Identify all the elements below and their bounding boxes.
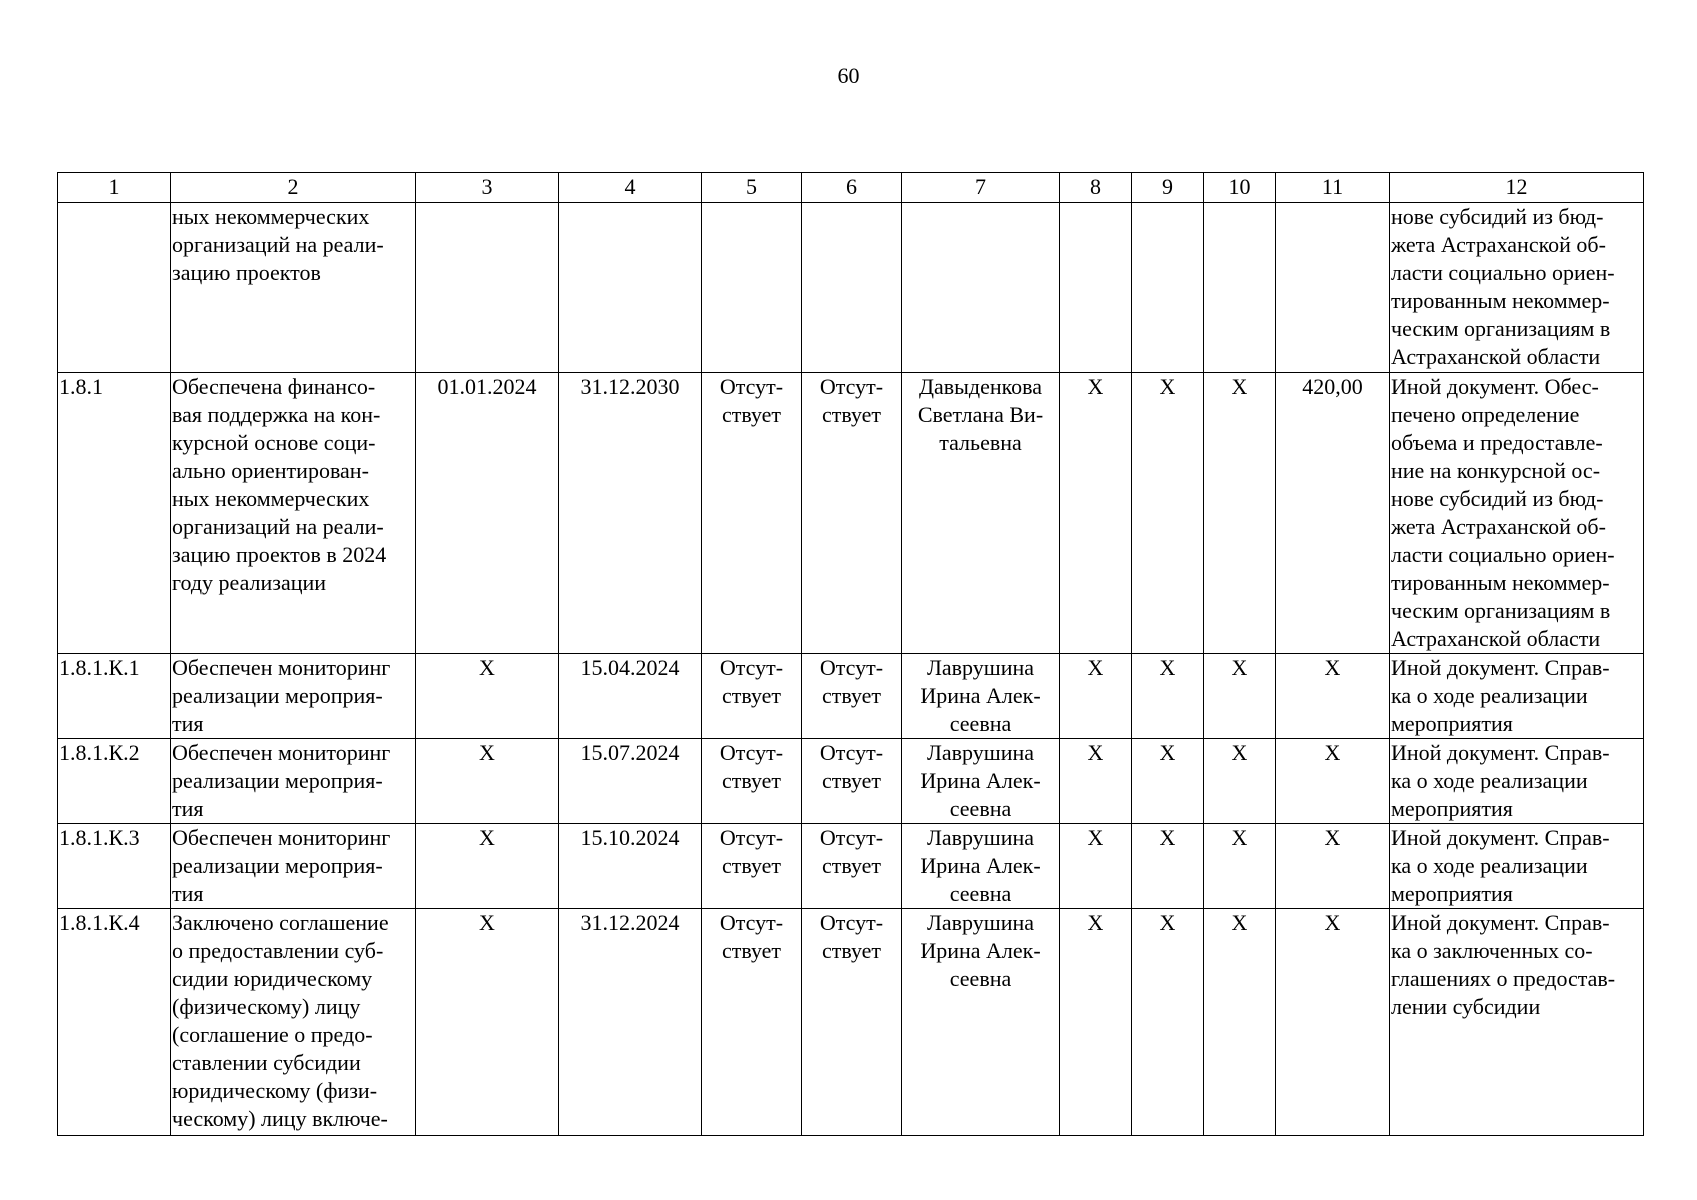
row-number-cell: 1.8.1.К.3 [58,824,171,909]
row-number-cell [58,203,171,373]
header-cell: 12 [1390,173,1644,203]
result-name-cell: Заключено соглашение о предоставлении суб- сидии юридическому (физическому) лицу (соглашение о предо- ставлении субсидии юридическому (физи- ческому) лицу включе- [171,909,416,1136]
col5-cell: Отсут- ствует [702,373,802,654]
end-date-cell: 15.10.2024 [559,824,702,909]
col8-cell: X [1060,739,1132,824]
document-cell: Иной документ. Справ- ка о ходе реализации мероприятия [1390,654,1644,739]
col5-cell: Отсут- ствует [702,909,802,1136]
document-cell: Иной документ. Справ- ка о ходе реализации мероприятия [1390,824,1644,909]
amount-cell: 420,00 [1276,373,1390,654]
col8-cell [1060,203,1132,373]
col9-cell [1132,203,1204,373]
row-number-cell: 1.8.1.К.2 [58,739,171,824]
col10-cell: X [1204,909,1276,1136]
col10-cell: X [1204,824,1276,909]
amount-cell [1276,203,1390,373]
page-number: 60 [837,63,860,88]
col5-cell: Отсут- ствует [702,824,802,909]
table-row [58,739,1644,824]
table-row [58,203,1644,373]
header-cell: 3 [416,173,559,203]
col8-cell: X [1060,824,1132,909]
col6-cell: Отсут- ствует [802,654,902,739]
header-cell: 1 [58,173,171,203]
result-name-cell: Обеспечен мониторинг реализации мероприя- тия [171,824,416,909]
table-row [58,824,1644,909]
table-row [58,373,1644,654]
header-cell: 8 [1060,173,1132,203]
table-row [58,654,1644,739]
amount-cell: X [1276,909,1390,1136]
responsible-cell: Лаврушина Ирина Алек- сеевна [902,739,1060,824]
start-date-cell: 01.01.2024 [416,373,559,654]
header-cell: 10 [1204,173,1276,203]
result-name-cell: ных некоммерческих организаций на реали- зацию проектов [171,203,416,373]
col9-cell: X [1132,909,1204,1136]
end-date-cell: 31.12.2030 [559,373,702,654]
col6-cell: Отсут- ствует [802,824,902,909]
end-date-cell: 15.07.2024 [559,739,702,824]
amount-cell: X [1276,654,1390,739]
plan-table [57,172,1644,1136]
start-date-cell: X [416,739,559,824]
header-cell: 4 [559,173,702,203]
col5-cell [702,203,802,373]
col6-cell [802,203,902,373]
responsible-cell [902,203,1060,373]
end-date-cell [559,203,702,373]
col9-cell: X [1132,739,1204,824]
responsible-cell: Давыденкова Светлана Ви- тальевна [902,373,1060,654]
col10-cell: X [1204,739,1276,824]
end-date-cell: 31.12.2024 [559,909,702,1136]
result-name-cell: Обеспечен мониторинг реализации мероприя- тия [171,739,416,824]
row-number-cell: 1.8.1.К.1 [58,654,171,739]
col6-cell: Отсут- ствует [802,909,902,1136]
start-date-cell: X [416,909,559,1136]
document-cell: нове субсидий из бюд- жета Астраханской об- ласти социально ориен- тированным некоммер- ческим организациям в Астраханской области [1390,203,1644,373]
col9-cell: X [1132,373,1204,654]
header-cell: 7 [902,173,1060,203]
start-date-cell: X [416,824,559,909]
header-cell: 9 [1132,173,1204,203]
header-cell: 6 [802,173,902,203]
header-cell: 11 [1276,173,1390,203]
col10-cell: X [1204,373,1276,654]
amount-cell: X [1276,739,1390,824]
col6-cell: Отсут- ствует [802,739,902,824]
col5-cell: Отсут- ствует [702,654,802,739]
end-date-cell: 15.04.2024 [559,654,702,739]
amount-cell: X [1276,824,1390,909]
col8-cell: X [1060,909,1132,1136]
header-cell: 5 [702,173,802,203]
col5-cell: Отсут- ствует [702,739,802,824]
document-cell: Иной документ. Справ- ка о ходе реализации мероприятия [1390,739,1644,824]
header-cell: 2 [171,173,416,203]
start-date-cell: X [416,654,559,739]
table-row [58,909,1644,1136]
row-number-cell: 1.8.1 [58,373,171,654]
document-cell: Иной документ. Обес- печено определение объема и предоставле- ние на конкурсной ос- нове субсидий из бюд- жета Астраханской об- ласти социально ориен- тированным некоммер- ческим организациям в Астраханской области [1390,373,1644,654]
col8-cell: X [1060,654,1132,739]
result-name-cell: Обеспечена финансо- вая поддержка на кон- курсной основе соци- ально ориентирован- ных некоммерческих организаций на реали- зацию проектов в 2024 году реализации [171,373,416,654]
document-cell: Иной документ. Справ- ка о заключенных со- глашениях о предостав- лении субсидии [1390,909,1644,1136]
row-number-cell: 1.8.1.К.4 [58,909,171,1136]
col9-cell: X [1132,654,1204,739]
responsible-cell: Лаврушина Ирина Алек- сеевна [902,824,1060,909]
result-name-cell: Обеспечен мониторинг реализации мероприя- тия [171,654,416,739]
start-date-cell [416,203,559,373]
col8-cell: X [1060,373,1132,654]
responsible-cell: Лаврушина Ирина Алек- сеевна [902,909,1060,1136]
table-header-row [58,173,1644,203]
col10-cell [1204,203,1276,373]
responsible-cell: Лаврушина Ирина Алек- сеевна [902,654,1060,739]
col6-cell: Отсут- ствует [802,373,902,654]
col9-cell: X [1132,824,1204,909]
col10-cell: X [1204,654,1276,739]
